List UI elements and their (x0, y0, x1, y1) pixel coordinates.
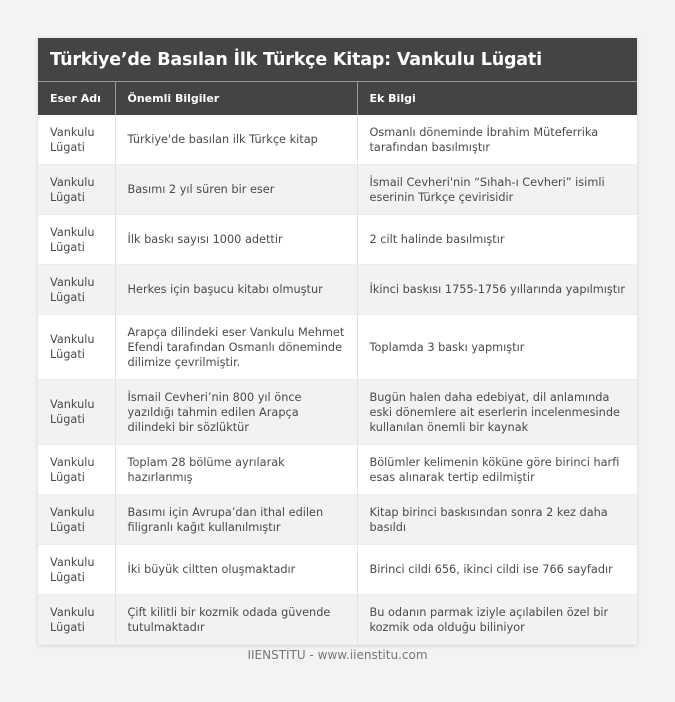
table-row (38, 265, 637, 315)
cell-eser-adi: Vankulu Lügati (38, 595, 115, 645)
cell-eser-adi: Vankulu Lügati (38, 380, 115, 445)
cell-eser-adi: Vankulu Lügati (38, 215, 115, 265)
cell-ek-bilgi: İkinci baskısı 1755-1756 yıllarında yapılmıştır (357, 265, 637, 315)
cell-ek-bilgi: Birinci cildi 656, ikinci cildi ise 766 sayfadır (357, 545, 637, 595)
cell-eser-adi: Vankulu Lügati (38, 495, 115, 545)
table-row (38, 115, 637, 165)
cell-onemli-bilgiler: Basımı 2 yıl süren bir eser (115, 165, 357, 215)
cell-onemli-bilgiler: Çift kilitli bir kozmik odada güvende tutulmaktadır (115, 595, 357, 645)
table-row (38, 215, 637, 265)
table-row (38, 165, 637, 215)
cell-ek-bilgi: İsmail Cevheri'nin “Sıhah-ı Cevheri” isimli eserinin Türkçe çevirisidir (357, 165, 637, 215)
cell-onemli-bilgiler: İlk baskı sayısı 1000 adettir (115, 215, 357, 265)
cell-eser-adi: Vankulu Lügati (38, 265, 115, 315)
column-header-ek-bilgi: Ek Bilgi (357, 82, 637, 115)
table-row (38, 495, 637, 545)
cell-eser-adi: Vankulu Lügati (38, 545, 115, 595)
cell-eser-adi: Vankulu Lügati (38, 315, 115, 380)
cell-eser-adi: Vankulu Lügati (38, 445, 115, 495)
cell-onemli-bilgiler: Toplam 28 bölüme ayrılarak hazırlanmış (115, 445, 357, 495)
cell-ek-bilgi: 2 cilt halinde basılmıştır (357, 215, 637, 265)
header-row (38, 82, 637, 115)
table-title: Türkiye’de Basılan İlk Türkçe Kitap: Vankulu Lügati (38, 38, 637, 82)
cell-eser-adi: Vankulu Lügati (38, 165, 115, 215)
cell-ek-bilgi: Bu odanın parmak iziyle açılabilen özel bir kozmik oda olduğu biliniyor (357, 595, 637, 645)
cell-onemli-bilgiler: İsmail Cevheri’nin 800 yıl önce yazıldığı tahmin edilen Arapça dilindeki bir sözlüktür (115, 380, 357, 445)
cell-ek-bilgi: Toplamda 3 baskı yapmıştır (357, 315, 637, 380)
data-table (38, 82, 637, 645)
table-row (38, 315, 637, 380)
cell-ek-bilgi: Osmanlı döneminde İbrahim Müteferrika tarafından basılmıştır (357, 115, 637, 165)
cell-onemli-bilgiler: İki büyük ciltten oluşmaktadır (115, 545, 357, 595)
column-header-onemli-bilgiler: Önemli Bilgiler (115, 82, 357, 115)
table-row (38, 445, 637, 495)
cell-ek-bilgi: Bugün halen daha edebiyat, dil anlamında eski dönemlere ait eserlerin incelenmesinde kullanılan önemli bir kaynak (357, 380, 637, 445)
cell-onemli-bilgiler: Herkes için başucu kitabı olmuştur (115, 265, 357, 315)
cell-ek-bilgi: Kitap birinci baskısından sonra 2 kez daha basıldı (357, 495, 637, 545)
cell-ek-bilgi: Bölümler kelimenin köküne göre birinci harfi esas alınarak tertip edilmiştir (357, 445, 637, 495)
cell-eser-adi: Vankulu Lügati (38, 115, 115, 165)
table-row (38, 545, 637, 595)
cell-onemli-bilgiler: Basımı için Avrupa’dan ithal edilen filigranlı kağıt kullanılmıştır (115, 495, 357, 545)
column-header-eser-adi: Eser Adı (38, 82, 115, 115)
footer-credit: IIENSTITU - www.iienstitu.com (247, 648, 428, 662)
cell-onemli-bilgiler: Arapça dilindeki eser Vankulu Mehmet Efendi tarafından Osmanlı döneminde dilimize çevrilmiştir. (115, 315, 357, 380)
table-row (38, 380, 637, 445)
table-row (38, 595, 637, 645)
data-table-card (38, 38, 637, 645)
cell-onemli-bilgiler: Türkiye'de basılan ilk Türkçe kitap (115, 115, 357, 165)
